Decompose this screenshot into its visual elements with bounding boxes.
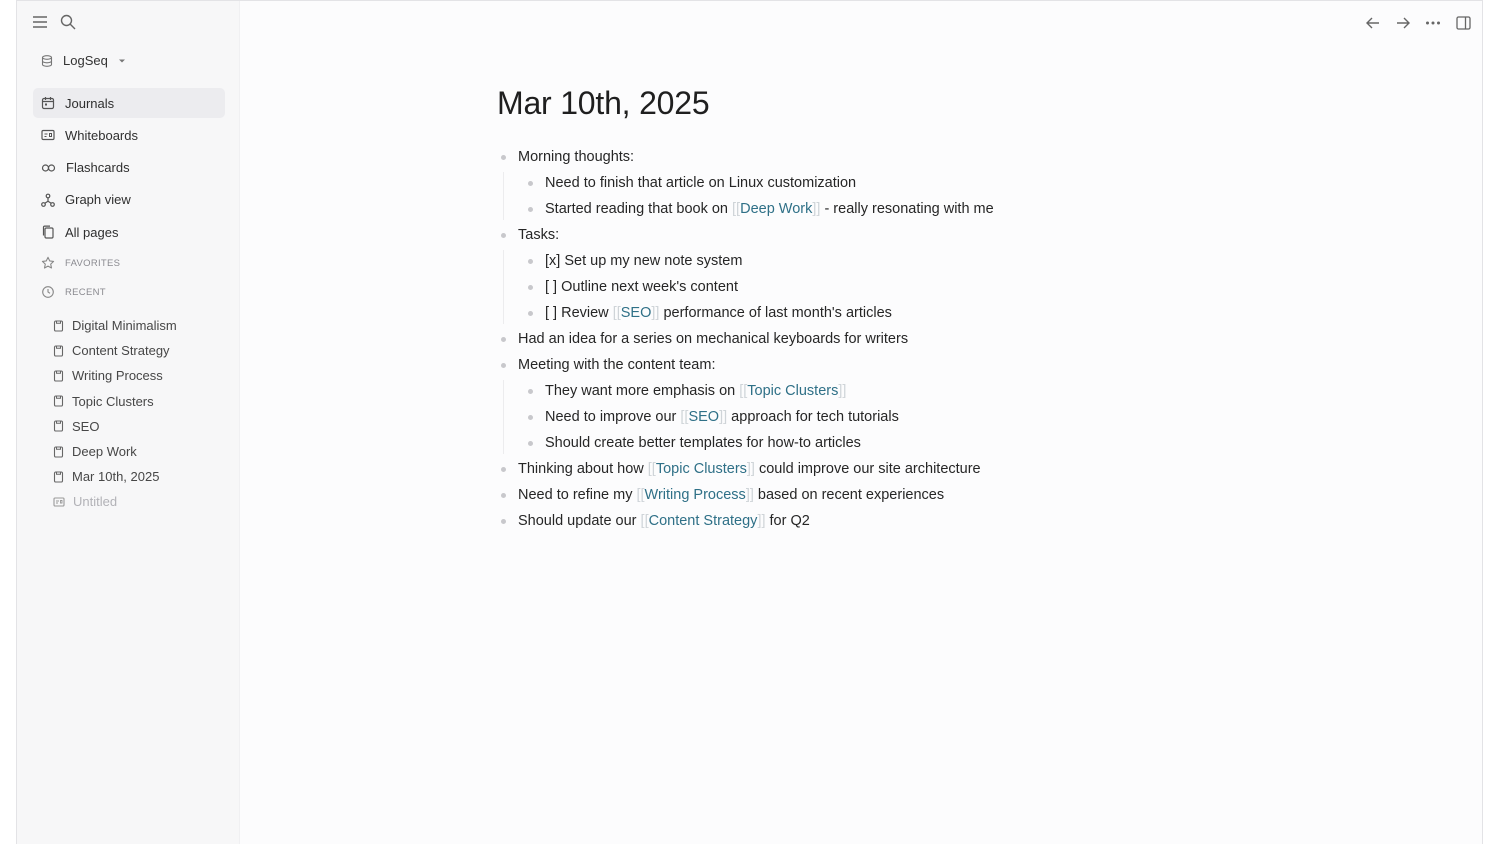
- block-children: [524, 248, 1197, 326]
- block-content[interactable]: Thinking about how [[Topic Clusters]] could improve our site architecture: [518, 461, 981, 477]
- block-bullet[interactable]: [524, 274, 545, 300]
- block-content[interactable]: Should create better templates for how-to articles: [545, 435, 861, 451]
- sidebar-item-label: All pages: [65, 224, 119, 240]
- block-bullet[interactable]: [497, 352, 518, 378]
- left-sidebar: [17, 1, 240, 844]
- page-icon: [53, 420, 64, 432]
- recent-item[interactable]: [53, 338, 177, 363]
- page-icon: [53, 446, 64, 458]
- page-link[interactable]: SEO: [620, 305, 652, 321]
- page-icon: [53, 471, 64, 483]
- page-icon: [53, 395, 64, 407]
- history-icon: [41, 285, 55, 299]
- block-bullet[interactable]: [524, 248, 545, 274]
- block-content[interactable]: Need to improve our [[SEO]] approach for tech tutorials: [545, 409, 899, 425]
- page-link[interactable]: SEO: [688, 409, 720, 425]
- block: [524, 430, 1197, 456]
- recent-item-label: SEO: [72, 418, 100, 434]
- block: [524, 196, 1197, 222]
- block-content[interactable]: Meeting with the content team:: [518, 357, 716, 373]
- recent-item-label: Mar 10th, 2025: [72, 469, 160, 485]
- block: [497, 144, 1197, 222]
- page-link[interactable]: Content Strategy: [648, 513, 758, 529]
- graph-selector[interactable]: [41, 53, 126, 68]
- block-content[interactable]: Need to finish that article on Linux customization: [545, 175, 857, 191]
- page-link[interactable]: Topic Clusters: [655, 461, 747, 477]
- sidebar-item-flashcards[interactable]: [33, 153, 225, 183]
- recent-label: RECENT: [65, 286, 106, 298]
- menu-icon[interactable]: [31, 13, 49, 31]
- block-content[interactable]: [x] Set up my new note system: [545, 253, 743, 269]
- block: [524, 378, 1197, 404]
- back-arrow-icon[interactable]: [1364, 14, 1382, 32]
- block: [497, 222, 1197, 326]
- toggle-right-sidebar-icon[interactable]: [1454, 14, 1472, 32]
- calendar-icon: [41, 96, 55, 110]
- block-content[interactable]: Had an idea for a series on mechanical keyboards for writers: [518, 331, 909, 347]
- star-icon: [41, 256, 55, 270]
- recent-item[interactable]: [53, 489, 177, 514]
- block: [524, 404, 1197, 430]
- recent-item-label: Content Strategy: [72, 343, 170, 359]
- sidebar-item-whiteboards[interactable]: [33, 120, 225, 150]
- block-content[interactable]: Started reading that book on [[Deep Work]] - really resonating with me: [545, 201, 994, 217]
- block-bullet[interactable]: [524, 404, 545, 430]
- search-icon[interactable]: [59, 13, 77, 31]
- block-content[interactable]: Morning thoughts:: [518, 149, 635, 165]
- block-children: [524, 378, 1197, 456]
- recent-section[interactable]: [33, 282, 225, 302]
- block-bullet[interactable]: [497, 326, 518, 352]
- block-content[interactable]: Tasks:: [518, 227, 560, 243]
- block-content[interactable]: Need to refine my [[Writing Process]] based on recent experiences: [518, 487, 945, 503]
- block: [524, 170, 1197, 196]
- sidebar-item-label: Graph view: [65, 192, 131, 208]
- recent-item-label: Topic Clusters: [72, 393, 154, 409]
- pages-icon: [41, 225, 55, 239]
- block-content[interactable]: Should update our [[Content Strategy]] for Q2: [518, 513, 810, 529]
- block-children: [524, 170, 1197, 222]
- block: [497, 326, 1197, 352]
- graph-name: LogSeq: [63, 53, 108, 68]
- favorites-label: FAVORITES: [65, 257, 121, 269]
- block-bullet[interactable]: [524, 196, 545, 222]
- caret-down-icon: [118, 58, 126, 64]
- recent-item[interactable]: [53, 313, 177, 338]
- page-link[interactable]: Writing Process: [644, 487, 746, 503]
- recent-list: [53, 313, 177, 515]
- graph-icon: [41, 193, 55, 207]
- block: [497, 482, 1197, 508]
- block-bullet[interactable]: [497, 482, 518, 508]
- recent-item[interactable]: [53, 414, 177, 439]
- sidebar-item-label: Whiteboards: [65, 127, 138, 143]
- block: [524, 274, 1197, 300]
- app-window: [16, 0, 1483, 844]
- block: [497, 508, 1197, 534]
- block: [524, 248, 1197, 274]
- block-bullet[interactable]: [524, 430, 545, 456]
- sidebar-nav: [33, 88, 225, 302]
- database-icon: [41, 55, 53, 67]
- infinity-icon: [41, 161, 56, 175]
- block-content[interactable]: They want more emphasis on [[Topic Clusters]]: [545, 383, 847, 399]
- recent-item[interactable]: [53, 363, 177, 388]
- top-toolbar: [1364, 14, 1472, 32]
- more-options-icon[interactable]: [1424, 14, 1442, 32]
- block-bullet[interactable]: [497, 144, 518, 170]
- recent-item-label: Digital Minimalism: [72, 318, 177, 334]
- recent-item-label: Untitled: [73, 494, 118, 510]
- recent-item-label: Writing Process: [72, 368, 163, 384]
- page-icon: [53, 345, 64, 357]
- block-bullet[interactable]: [497, 456, 518, 482]
- block-bullet[interactable]: [524, 170, 545, 196]
- page-link[interactable]: Deep Work: [740, 201, 813, 217]
- block: [497, 352, 1197, 456]
- favorites-section[interactable]: [33, 253, 225, 273]
- sidebar-item-label: Journals: [65, 95, 115, 111]
- sidebar-item-graph-view[interactable]: [33, 185, 225, 215]
- block: [524, 300, 1197, 326]
- forward-arrow-icon[interactable]: [1394, 14, 1412, 32]
- recent-item[interactable]: [53, 439, 177, 464]
- block-bullet[interactable]: [524, 378, 545, 404]
- recent-item[interactable]: [53, 389, 177, 414]
- sidebar-item-all-pages[interactable]: [33, 217, 225, 247]
- block-list: [497, 144, 1197, 534]
- whiteboard-icon: [41, 128, 55, 142]
- block-content[interactable]: [ ] Outline next week's content: [545, 279, 738, 295]
- recent-item[interactable]: [53, 464, 177, 489]
- block-bullet[interactable]: [524, 300, 545, 326]
- sidebar-item-label: Flashcards: [66, 160, 130, 176]
- recent-item-label: Deep Work: [72, 444, 137, 460]
- whiteboard-icon: [53, 496, 65, 508]
- journal-page: [497, 85, 1197, 534]
- page-title[interactable]: Mar 10th, 2025: [497, 85, 710, 121]
- block: [497, 456, 1197, 482]
- page-icon: [53, 320, 64, 332]
- page-link[interactable]: Topic Clusters: [747, 383, 839, 399]
- block-content[interactable]: [ ] Review [[SEO]] performance of last month's articles: [545, 305, 892, 321]
- sidebar-item-journals[interactable]: [33, 88, 225, 118]
- page-icon: [53, 370, 64, 382]
- block-bullet[interactable]: [497, 222, 518, 248]
- block-bullet[interactable]: [497, 508, 518, 534]
